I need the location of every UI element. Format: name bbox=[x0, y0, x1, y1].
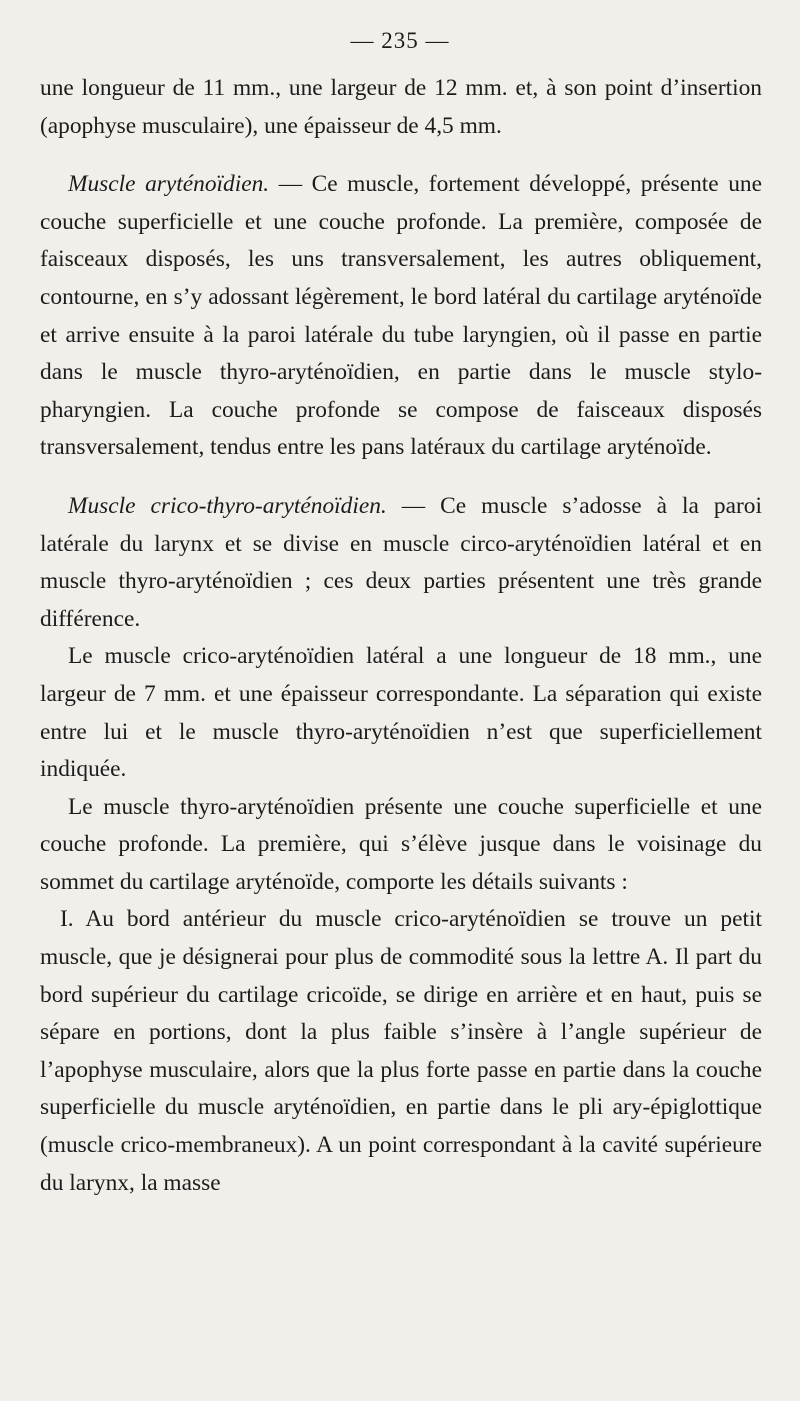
paragraph-2-heading: Muscle aryténoïdien. bbox=[68, 171, 270, 198]
paragraph-6 bbox=[40, 901, 762, 1202]
paragraph-3-heading: Muscle crico-thyro-aryténoïdien. bbox=[68, 492, 387, 519]
paragraph-4 bbox=[40, 638, 762, 788]
paragraph-5 bbox=[40, 789, 762, 902]
paragraph-3 bbox=[40, 488, 762, 638]
paragraph-2-text: — Ce muscle, fortement développé, présente une couche superficielle et une couche profonde. La première, composée de faisceaux disposés, les uns transversalement, les autres obliquement, contourne, en s’y adossant légèrement, le bord latéral du cartilage aryténoïde et arrive ensuite à la paroi latérale du tube laryngien, où il passe en partie dans le muscle thyro-aryténoïdien, en partie dans le muscle stylo-pharyngien. La couche profonde se compose de faisceaux disposés transversalement, tendus entre les pans latéraux du cartilage aryténoïde. bbox=[40, 171, 762, 461]
paragraph-6-text: I. Au bord antérieur du muscle crico-aryténoïdien se trouve un petit muscle, que je désignerai pour plus de commodité sous la lettre A. Il part du bord supérieur du cartilage cricoïde, se dirige en arrière et en haut, puis se sépare en portions, dont la plus faible s’insère à l’angle supérieur de l’apophyse musculaire, alors que la plus forte passe en partie dans la couche superficielle du muscle aryténoïdien, en partie dans le pli ary-épiglottique (muscle crico-membraneux). A un point correspondant à la cavité supérieure du larynx, la masse bbox=[40, 906, 762, 1196]
page-number: — 235 — bbox=[350, 28, 450, 53]
paragraph-4-text: Le muscle crico-aryténoïdien latéral a une longueur de 18 mm., une largeur de 7 mm. et une épaisseur correspondante. La séparation qui existe entre lui et le muscle thyro-aryténoïdien n’est que superficiellement indiquée. bbox=[40, 643, 762, 783]
paragraph-3-text: — Ce muscle s’adosse à la paroi latérale du larynx et se divise en muscle circo-aryténoïdien latéral et en muscle thyro-aryténoïdien ; ces deux parties présentent une très grande différence. bbox=[40, 492, 762, 632]
paragraph-5-text: Le muscle thyro-aryténoïdien présente une couche superficielle et une couche profonde. La première, qui s’élève jusque dans le voisinage du sommet du cartilage aryténoïde, comporte les détails suivants : bbox=[40, 793, 762, 895]
paragraph-2 bbox=[40, 166, 762, 467]
body-text bbox=[40, 70, 762, 1202]
paragraph-1-text: une longueur de 11 mm., une largeur de 12 mm. et, à son point d’insertion (apophyse musculaire), une épaisseur de 4,5 mm. bbox=[40, 75, 762, 139]
paragraph-1 bbox=[40, 70, 762, 145]
